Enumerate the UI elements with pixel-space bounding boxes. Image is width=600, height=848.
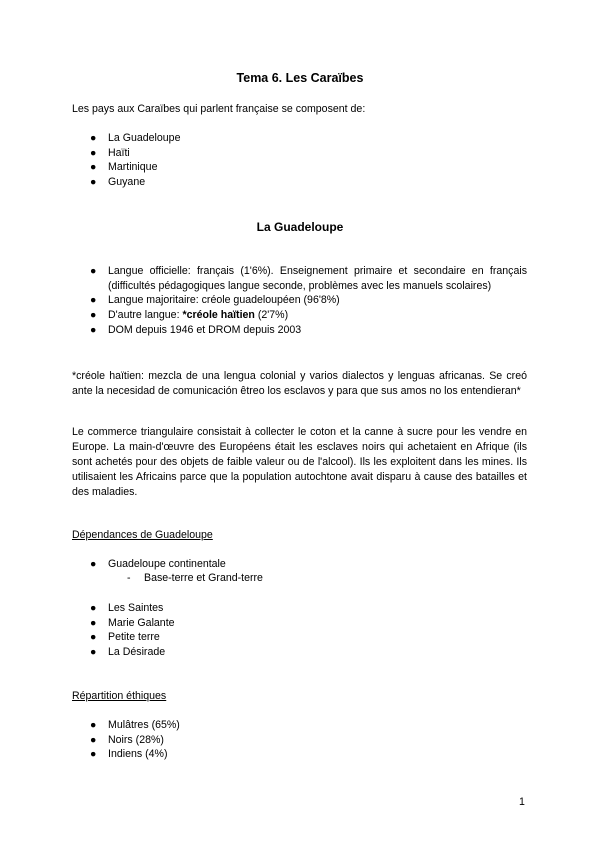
islands-list: [72, 601, 175, 660]
list-item: ● Les Saintes: [90, 602, 164, 614]
list-item: ● Langue officielle: français (1'6%). Enseignement primaire et secondaire en français (difficultés pédagogiques langue seconde, problèmes avec les manuels scolaires): [90, 265, 527, 292]
list-item: ● Petite terre: [90, 631, 160, 644]
repartition-list: [72, 718, 180, 762]
dependances-main-list: [72, 557, 226, 572]
intro-paragraph: Les pays aux Caraïbes qui parlent française se composent de:: [72, 103, 366, 115]
facts-list: [72, 264, 527, 338]
list-item: ● Langue majoritaire: créole guadeloupéen (96'8%): [90, 294, 340, 307]
list-item: ● Marie Galante: [90, 616, 175, 629]
list-item: ● Guyane: [90, 176, 146, 189]
footnote-paragraph: *créole haïtien: mezcla de una lengua colonial y varios dialectos y lenguas africanas. Se creó ante la necesidad de comunicación êtreo los esclavos y para que sus amos no los entendieran*: [72, 370, 527, 397]
list-item: ● Guadeloupe continentale: [90, 558, 226, 570]
list-item: ● Mulâtres (65%): [90, 719, 180, 731]
page-number: 1: [519, 796, 525, 808]
list-item: ● La Désirade: [90, 646, 166, 659]
dependances-heading: Dépendances de Guadeloupe: [72, 529, 213, 541]
list-item: ● Noirs (28%): [90, 733, 164, 746]
list-item: ● Indiens (4%): [90, 748, 168, 761]
repartition-heading: Répartition éthiques: [72, 690, 167, 702]
list-item: ● Martinique: [90, 161, 158, 174]
section-title: La Guadeloupe: [256, 220, 344, 234]
page-title: Tema 6. Les Caraïbes: [236, 71, 364, 85]
list-item: ● DOM depuis 1946 et DROM depuis 2003: [90, 323, 302, 336]
countries-list: [72, 131, 180, 190]
list-item: ● La Guadeloupe: [90, 132, 181, 144]
sub-item-dash: -: [127, 572, 131, 584]
list-item: ● Haïti: [90, 146, 130, 159]
list-item: ● D'autre langue: *créole haïtien (2'7%): [90, 309, 289, 322]
commerce-paragraph: Le commerce triangulaire consistait à collecter le coton et la canne à sucre pour les vendre en Europe. La main-d'œuvre des Européens était les esclaves noirs qui achetaient en Afrique (ils sont achetés pour des objets de faible valeur ou de l'alcool). Ils les exploitent dans les mines. Ils utilisaient les Africains parce que la population autochtone avait disparu à cause des batailles et des maladies.: [72, 426, 527, 498]
sub-item: Base-terre et Grand-terre: [144, 572, 263, 584]
